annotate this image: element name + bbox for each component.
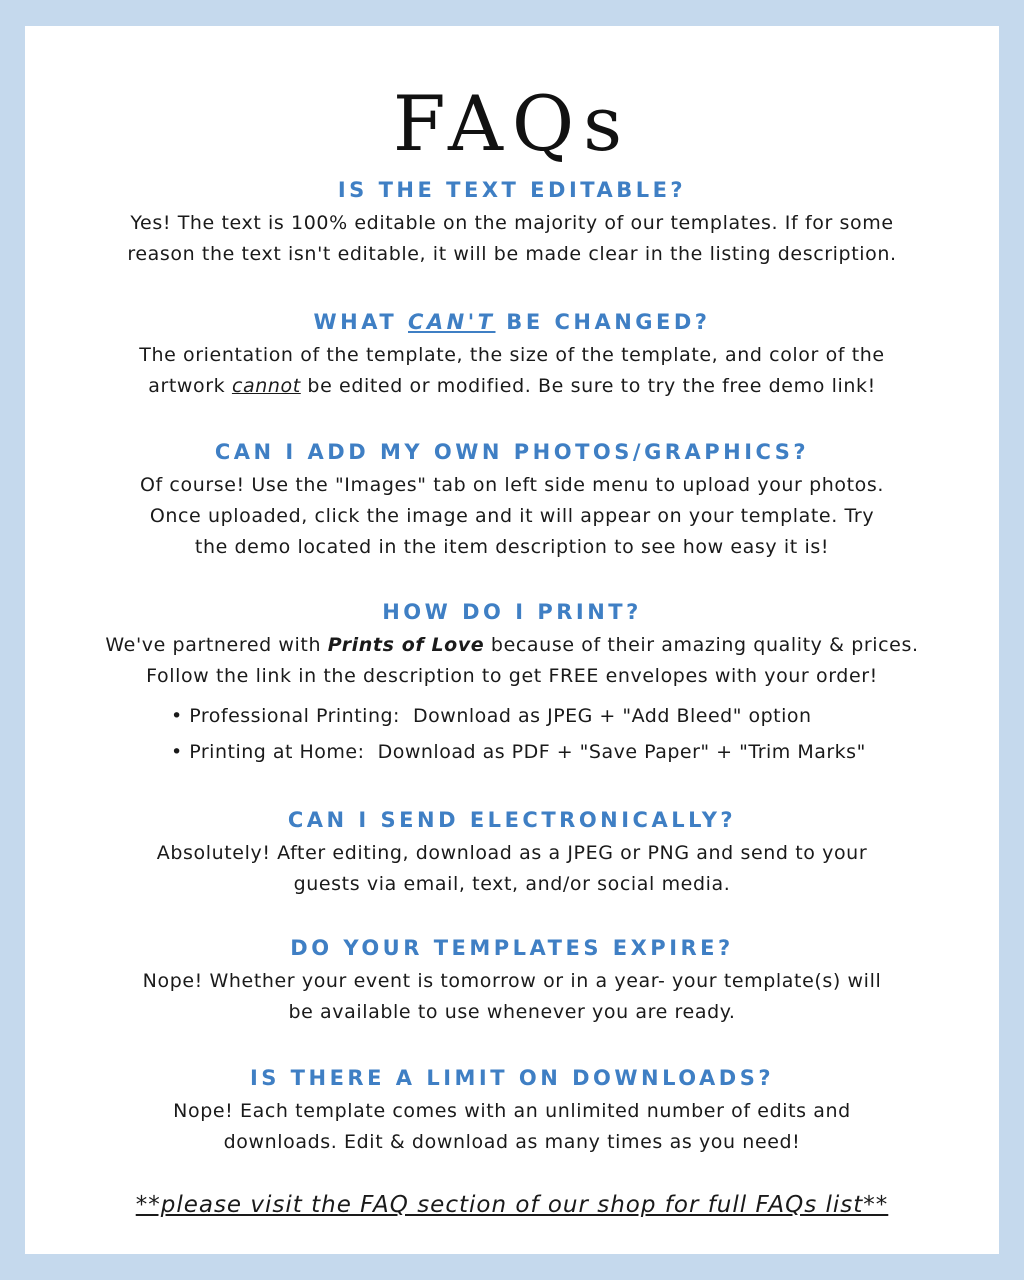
answer-part: be edited or modified. Be sure to try the free demo link!	[300, 375, 876, 397]
answer-line: Nope! Whether your event is tomorrow or in a year- your template(s) will	[142, 970, 882, 992]
answer-line: Once uploaded, click the image and it will appear on your template. Try	[149, 505, 875, 527]
print-option-professional: • Professional Printing: Download as JPEG + "Add Bleed" option	[171, 705, 812, 727]
faq-answer	[25, 208, 999, 270]
footer-note: **please visit the FAQ section of our shop for full FAQs list**	[135, 1192, 889, 1218]
faq-question: IS THERE A LIMIT ON DOWNLOADS?	[249, 1066, 775, 1090]
answer-line: guests via email, text, and/or social media.	[293, 873, 731, 895]
answer-line: Absolutely! After editing, download as a JPEG or PNG and send to your	[156, 842, 868, 864]
faq-answer	[25, 470, 999, 563]
answer-line: The orientation of the template, the size of the template, and color of the	[139, 344, 885, 366]
faq-item-download-limit	[25, 1064, 999, 1158]
faq-question: CAN I ADD MY OWN PHOTOS/GRAPHICS?	[214, 440, 810, 464]
faq-item-photos	[25, 438, 999, 563]
question-part: BE CHANGED?	[495, 310, 711, 334]
faq-question: HOW DO I PRINT?	[382, 600, 642, 624]
page-title: FAQs	[392, 79, 632, 168]
faq-item-send-electronically	[25, 806, 999, 900]
faq-item-cant-change	[25, 308, 999, 402]
faq-item-text-editable	[25, 176, 999, 270]
answer-line: the demo located in the item description to see how easy it is!	[194, 536, 830, 558]
faq-answer	[25, 340, 999, 402]
faq-question: IS THE TEXT EDITABLE?	[337, 178, 687, 202]
faq-answer	[25, 630, 999, 692]
faq-card	[25, 26, 999, 1254]
faq-answer	[25, 966, 999, 1028]
faq-item-expire	[25, 934, 999, 1028]
answer-line: Yes! The text is 100% editable on the majority of our templates. If for some	[130, 212, 894, 234]
answer-line: be available to use whenever you are ready.	[288, 1001, 736, 1023]
answer-line: reason the text isn't editable, it will be made clear in the listing description.	[127, 243, 897, 265]
question-part: WHAT	[313, 310, 408, 334]
answer-line: downloads. Edit & download as many times as you need!	[223, 1131, 801, 1153]
print-options-list	[171, 698, 866, 770]
answer-part: artwork	[148, 375, 232, 397]
brand-name: Prints of Love	[327, 634, 485, 656]
answer-part: We've partnered with	[105, 634, 328, 656]
print-option-home: • Printing at Home: Download as PDF + "Save Paper" + "Trim Marks"	[171, 741, 866, 763]
faq-question: DO YOUR TEMPLATES EXPIRE?	[290, 936, 734, 960]
faq-item-print	[25, 598, 999, 763]
answer-line: Follow the link in the description to get FREE envelopes with your order!	[146, 665, 878, 687]
answer-line: Of course! Use the "Images" tab on left side menu to upload your photos.	[139, 474, 885, 496]
answer-part: because of their amazing quality & prices.	[484, 634, 919, 656]
question-emphasis: CAN'T	[408, 310, 496, 334]
faq-answer	[25, 1096, 999, 1158]
faq-question	[25, 308, 999, 336]
faq-answer	[25, 838, 999, 900]
answer-line: Nope! Each template comes with an unlimited number of edits and	[173, 1100, 851, 1122]
answer-emphasis: cannot	[231, 375, 301, 397]
faq-question: CAN I SEND ELECTRONICALLY?	[287, 808, 737, 832]
